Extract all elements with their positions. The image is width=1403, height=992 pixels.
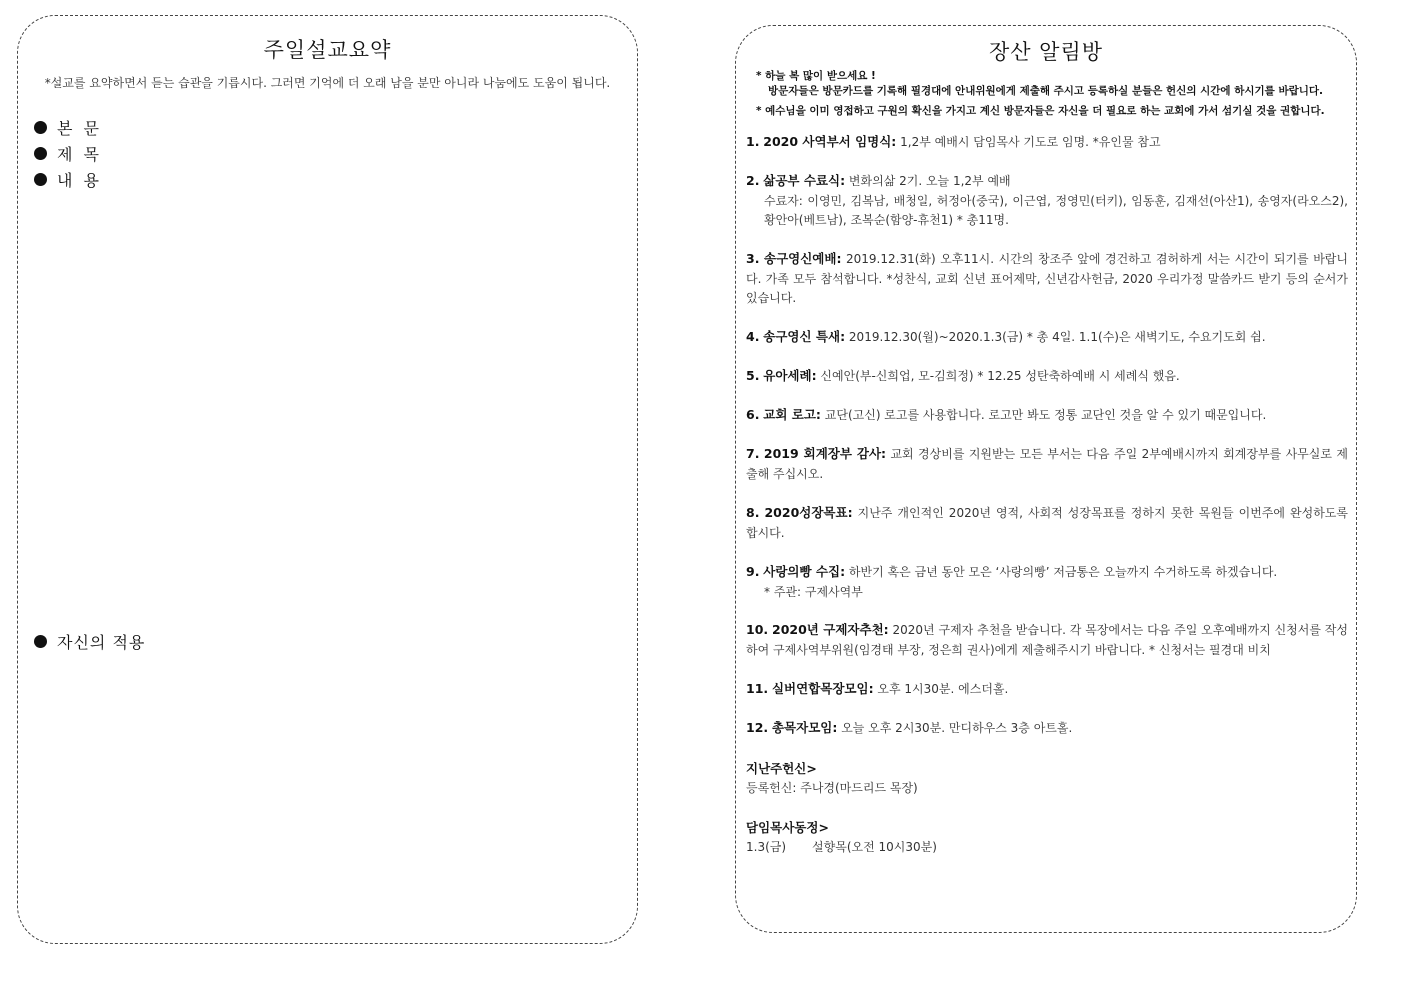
item-text: 2019.12.31(화) 오후11시. 시간의 창조주 앞에 경건하고 겸허하게 서는 시간이 되기를 바랍니다. 가족 모두 참석합니다. *성찬식, 교회 신년 표어제막, 신년감사헌금, 2020 우리가정 말씀카드 받기 등의 순서가 있습니다. <box>746 252 1348 305</box>
announcement-item <box>746 327 1348 348</box>
item-number: 2. <box>746 173 760 188</box>
item-text: 신예안(부-신희업, 모-김희정) * 12.25 성탄축하예배 시 세례식 했음. <box>820 369 1180 383</box>
pastor-schedule-title: 담임목사동정> <box>746 820 829 835</box>
item-label: 2019 회계장부 감사: <box>763 446 887 461</box>
item-number: 9. <box>746 564 760 579</box>
item-label: 송구영신 특새: <box>763 329 846 344</box>
sermon-summary-panel <box>17 15 638 944</box>
item-label: 2020성장목표: <box>764 505 853 520</box>
item-text: 오후 1시30분. 에스더홀. <box>877 682 1009 696</box>
notice-line: 방문자들은 방문카드를 기록해 필경대에 안내위원에게 제출해 주시고 등록하실 분들은 헌신의 시간에 하시기를 바랍니다. <box>768 85 1324 97</box>
item-label: 교회 로고: <box>763 407 821 422</box>
bullet-dot-icon <box>34 147 47 160</box>
item-number: 1. <box>746 134 760 149</box>
announcement-item <box>746 620 1348 660</box>
announcement-item <box>746 718 1348 739</box>
announcements-panel <box>735 25 1357 933</box>
item-body <box>746 503 1348 543</box>
bullet-title <box>34 142 102 165</box>
item-label: 송구영신예배: <box>764 251 842 266</box>
bullet-application <box>34 630 145 653</box>
item-label: 유아세례: <box>763 368 817 383</box>
pastor-schedule-event: 설향목(오전 10시30분) <box>812 840 937 854</box>
announcements-title: 장산 알림방 <box>988 40 1104 64</box>
bullet-label: 본 문 <box>57 119 102 138</box>
item-text: 교단(고신) 로고를 사용합니다. 로고만 봐도 정통 교단인 것을 알 수 있기 때문입니다. <box>824 408 1267 422</box>
bullet-scripture <box>34 116 102 139</box>
welcome-notice <box>756 69 1328 99</box>
offering-title: 지난주헌신> <box>746 761 817 776</box>
announcement-item <box>746 444 1348 484</box>
item-text: 지난주 개인적인 2020년 영적, 사회적 성장목표를 정하지 못한 목원들 이번주에 완성하도록 합시다. <box>746 506 1348 540</box>
announcement-item <box>746 132 1348 153</box>
item-body <box>746 249 1348 309</box>
item-text: 1,2부 예배시 담임목사 기도로 임명. *유인물 참고 <box>900 135 1161 149</box>
bullet-label: 내 용 <box>57 171 102 190</box>
announcement-item <box>746 366 1348 387</box>
bullet-label: 제 목 <box>57 145 102 164</box>
item-text: 수료자: 이영민, 김복남, 배청일, 허정아(중국), 이근엽, 정영민(터키), 임동훈, 김재선(아산1), 송영자(라오스2), 황안아(베트남), 조복순(함양-휴천1) * 총11명. <box>764 193 1348 227</box>
item-label: 삶공부 수료식: <box>763 173 846 188</box>
bullet-dot-icon <box>34 635 47 648</box>
announcement-item <box>746 679 1348 700</box>
item-label: 사랑의빵 수집: <box>763 564 846 579</box>
item-text: 변화의삶 2기. 오늘 1,2부 예배 <box>848 174 1011 188</box>
visitor-notice <box>756 104 1328 119</box>
item-text: 오늘 오후 2시30분. 만디하우스 3층 아트홀. <box>841 721 1073 735</box>
bullet-dot-icon <box>34 173 47 186</box>
item-number: 11. <box>746 681 769 696</box>
item-number: 10. <box>746 622 769 637</box>
item-label: 실버연합목장모임: <box>771 681 874 696</box>
announcement-item <box>746 171 1348 231</box>
bullet-dot-icon <box>34 121 47 134</box>
item-body <box>746 444 1348 484</box>
sermon-summary-subtitle: *설교를 요약하면서 듣는 습관을 기릅시다. 그러면 기억에 더 오래 남을 분만 아니라 나눔에도 도움이 됩니다. <box>44 76 611 90</box>
announcement-item <box>746 562 1348 602</box>
pastor-schedule-date: 1.3(금) <box>746 840 787 854</box>
item-body <box>746 620 1348 660</box>
notice-line: * 하늘 복 많이 받으세요 ! <box>756 70 876 82</box>
item-text: 하반기 혹은 금년 동안 모은 ‘사랑의빵’ 저금통은 오늘까지 수거하도록 하겠습니다. <box>848 565 1278 579</box>
item-number: 5. <box>746 368 760 383</box>
pastor-schedule-line <box>746 838 937 855</box>
sermon-summary-title: 주일설교요약 <box>263 38 392 62</box>
item-label: 2020 사역부서 임명식: <box>763 134 897 149</box>
bullet-content <box>34 168 102 191</box>
item-number: 12. <box>746 720 769 735</box>
item-label: 2020년 구제자추천: <box>772 622 889 637</box>
item-number: 3. <box>746 251 760 266</box>
offering-line: 등록헌신: 주나경(마드리드 목장) <box>746 781 918 795</box>
item-number: 7. <box>746 446 760 461</box>
notice-line: * 예수님을 이미 영접하고 구원의 확신을 가지고 계신 방문자들은 자신을 더 필요로 하는 교회에 가서 섬기실 것을 권합니다. <box>756 105 1325 117</box>
announcement-item <box>746 249 1348 309</box>
item-text: 교회 경상비를 지원받는 모든 부서는 다음 주일 2부예배시까지 회계장부를 사무실로 제출해 주십시오. <box>746 447 1348 481</box>
item-label: 총목자모임: <box>771 720 838 735</box>
item-number: 8. <box>746 505 760 520</box>
item-number: 6. <box>746 407 760 422</box>
item-text: * 주관: 구제사역부 <box>764 584 863 599</box>
item-text: 2019.12.30(월)~2020.1.3(금) * 총 4일. 1.1(수)은 새벽기도, 수요기도회 쉼. <box>848 330 1266 344</box>
item-number: 4. <box>746 329 760 344</box>
announcement-item <box>746 503 1348 543</box>
announcement-item <box>746 405 1348 426</box>
item-text: 2020년 구제자 추천을 받습니다. 각 목장에서는 다음 주일 오후예배까지 신청서를 작성하여 구제사역부위원(임경태 부장, 정은희 권사)에게 제출해주시기 바랍니다. * 신청서는 필경대 비치 <box>746 623 1348 657</box>
bullet-label: 자신의 적용 <box>57 633 146 652</box>
